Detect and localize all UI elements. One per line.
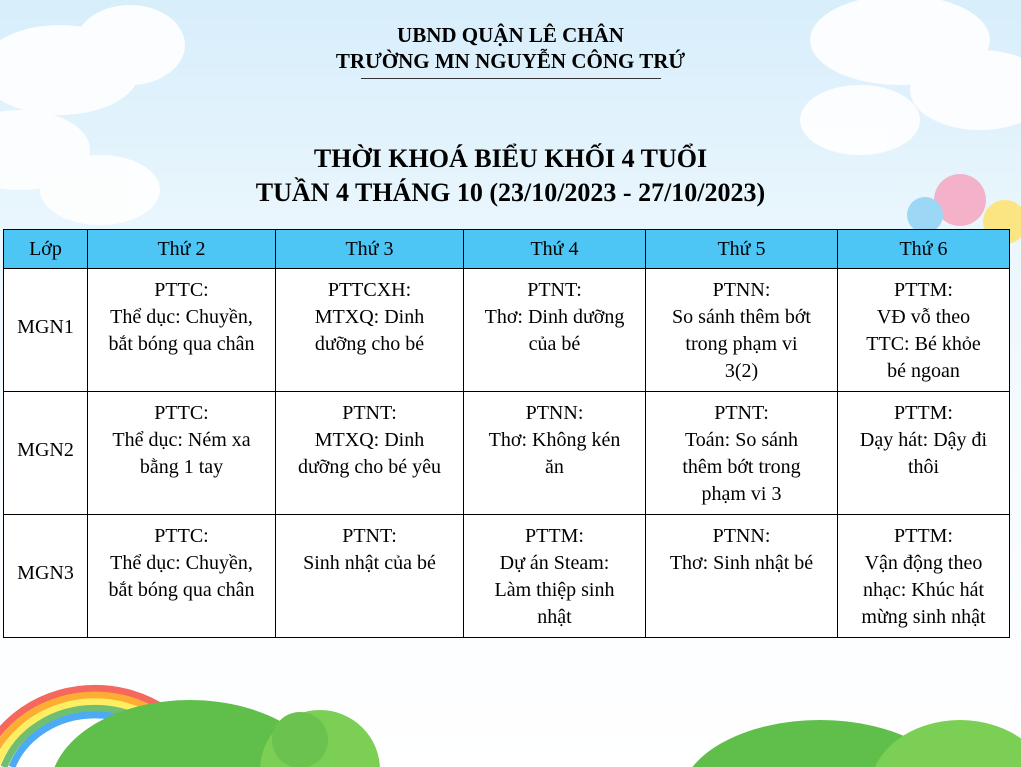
activity-text: MTXQ: Dinh	[314, 429, 425, 451]
schedule-cell	[276, 269, 464, 392]
hills	[50, 700, 1021, 767]
activity-area-label: PTTCXH:	[327, 279, 412, 301]
column-header-friday: Thứ 6	[838, 230, 1010, 269]
school-name: TRƯỜNG MN NGUYỄN CÔNG TRỨ	[335, 49, 686, 73]
activity-text: MTXQ: Dinh	[314, 306, 425, 328]
activity-area-label: PTNT:	[527, 279, 582, 301]
activity-area-label: PTNN:	[712, 279, 771, 301]
title-main: THỜI KHOÁ BIỂU KHỐI 4 TUỔI	[313, 144, 708, 173]
table-header-row	[4, 230, 1010, 269]
column-header-class: Lớp	[4, 230, 88, 269]
schedule-cell	[276, 392, 464, 515]
activity-text: Vận động theo	[864, 552, 983, 574]
schedule-cell	[88, 515, 276, 638]
activity-text: thôi	[907, 456, 940, 478]
activity-text: bắt bóng qua chân	[108, 579, 255, 601]
activity-text: bé ngoan	[887, 360, 960, 382]
table-row	[4, 515, 1010, 638]
schedule-cell	[646, 392, 838, 515]
activity-area-label: PTTM:	[894, 525, 953, 547]
activity-text: của bé	[528, 333, 581, 355]
schedule-cell	[646, 269, 838, 392]
activity-area-label: PTTC:	[154, 402, 209, 424]
activity-text: Dự án Steam:	[499, 552, 610, 574]
activity-text: TTC: Bé khỏe	[866, 333, 981, 355]
activity-text: trong phạm vi	[685, 333, 798, 355]
activity-area-label: PTNT:	[342, 525, 397, 547]
schedule-body	[4, 269, 1010, 638]
activity-area-label: PTTM:	[894, 279, 953, 301]
title-week: TUẦN 4 THÁNG 10 (23/10/2023 - 27/10/2023)	[255, 178, 766, 207]
activity-text: nhật	[537, 606, 572, 628]
activity-area-label: PTNT:	[342, 402, 397, 424]
class-name-cell: MGN1	[4, 269, 88, 392]
page-title	[0, 142, 1021, 210]
column-header-monday: Thứ 2	[88, 230, 276, 269]
class-name-cell: MGN3	[4, 515, 88, 638]
schedule-cell	[88, 269, 276, 392]
column-header-wednesday: Thứ 4	[464, 230, 646, 269]
district-name: UBND QUẬN LÊ CHÂN	[397, 23, 624, 47]
activity-text: So sánh thêm bớt	[672, 306, 811, 328]
activity-text: Thể dục: Chuyền,	[110, 306, 253, 328]
activity-text: dưỡng cho bé yêu	[297, 456, 442, 478]
activity-text: bằng 1 tay	[139, 456, 224, 478]
activity-text: VĐ vỗ theo	[876, 306, 971, 328]
schedule-cell	[838, 392, 1010, 515]
activity-text: nhạc: Khúc hát	[862, 579, 985, 601]
activity-text: 3(2)	[724, 360, 759, 382]
schedule-cell	[838, 269, 1010, 392]
activity-text: Thể dục: Ném xa	[112, 429, 251, 451]
school-header	[0, 22, 1021, 79]
column-header-tuesday: Thứ 3	[276, 230, 464, 269]
activity-area-label: PTTM:	[525, 525, 584, 547]
activity-area-label: PTNN:	[525, 402, 584, 424]
schedule-cell	[88, 392, 276, 515]
activity-text: bắt bóng qua chân	[108, 333, 255, 355]
class-name-cell: MGN2	[4, 392, 88, 515]
activity-area-label: PTTC:	[154, 525, 209, 547]
activity-text: mừng sinh nhật	[861, 606, 986, 628]
schedule-cell	[276, 515, 464, 638]
activity-text: Thơ: Không kén	[488, 429, 621, 451]
activity-area-label: PTTM:	[894, 402, 953, 424]
schedule-table	[3, 229, 1010, 638]
activity-area-label: PTNT:	[714, 402, 769, 424]
table-row	[4, 392, 1010, 515]
activity-area-label: PTNN:	[712, 525, 771, 547]
table-row	[4, 269, 1010, 392]
activity-text: Toán: So sánh	[684, 429, 799, 451]
header-divider	[361, 78, 661, 79]
schedule-cell	[464, 269, 646, 392]
activity-area-label: PTTC:	[154, 279, 209, 301]
schedule-cell	[838, 515, 1010, 638]
activity-text: Thơ: Dinh dưỡng	[484, 306, 625, 328]
schedule-cell	[464, 515, 646, 638]
activity-text: Thể dục: Chuyền,	[110, 552, 253, 574]
rainbow	[0, 688, 210, 767]
column-header-thursday: Thứ 5	[646, 230, 838, 269]
activity-text: ăn	[545, 456, 564, 478]
schedule-cell	[646, 515, 838, 638]
activity-text: dưỡng cho bé	[314, 333, 425, 355]
activity-text: Làm thiệp sinh	[494, 579, 615, 601]
schedule-cell	[464, 392, 646, 515]
activity-text: Thơ: Sinh nhật bé	[669, 552, 814, 574]
activity-text: thêm bớt trong	[682, 456, 801, 478]
activity-text: Sinh nhật của bé	[303, 552, 436, 574]
activity-text: phạm vi 3	[701, 483, 782, 505]
activity-text: Dạy hát: Dậy đi	[859, 429, 988, 451]
